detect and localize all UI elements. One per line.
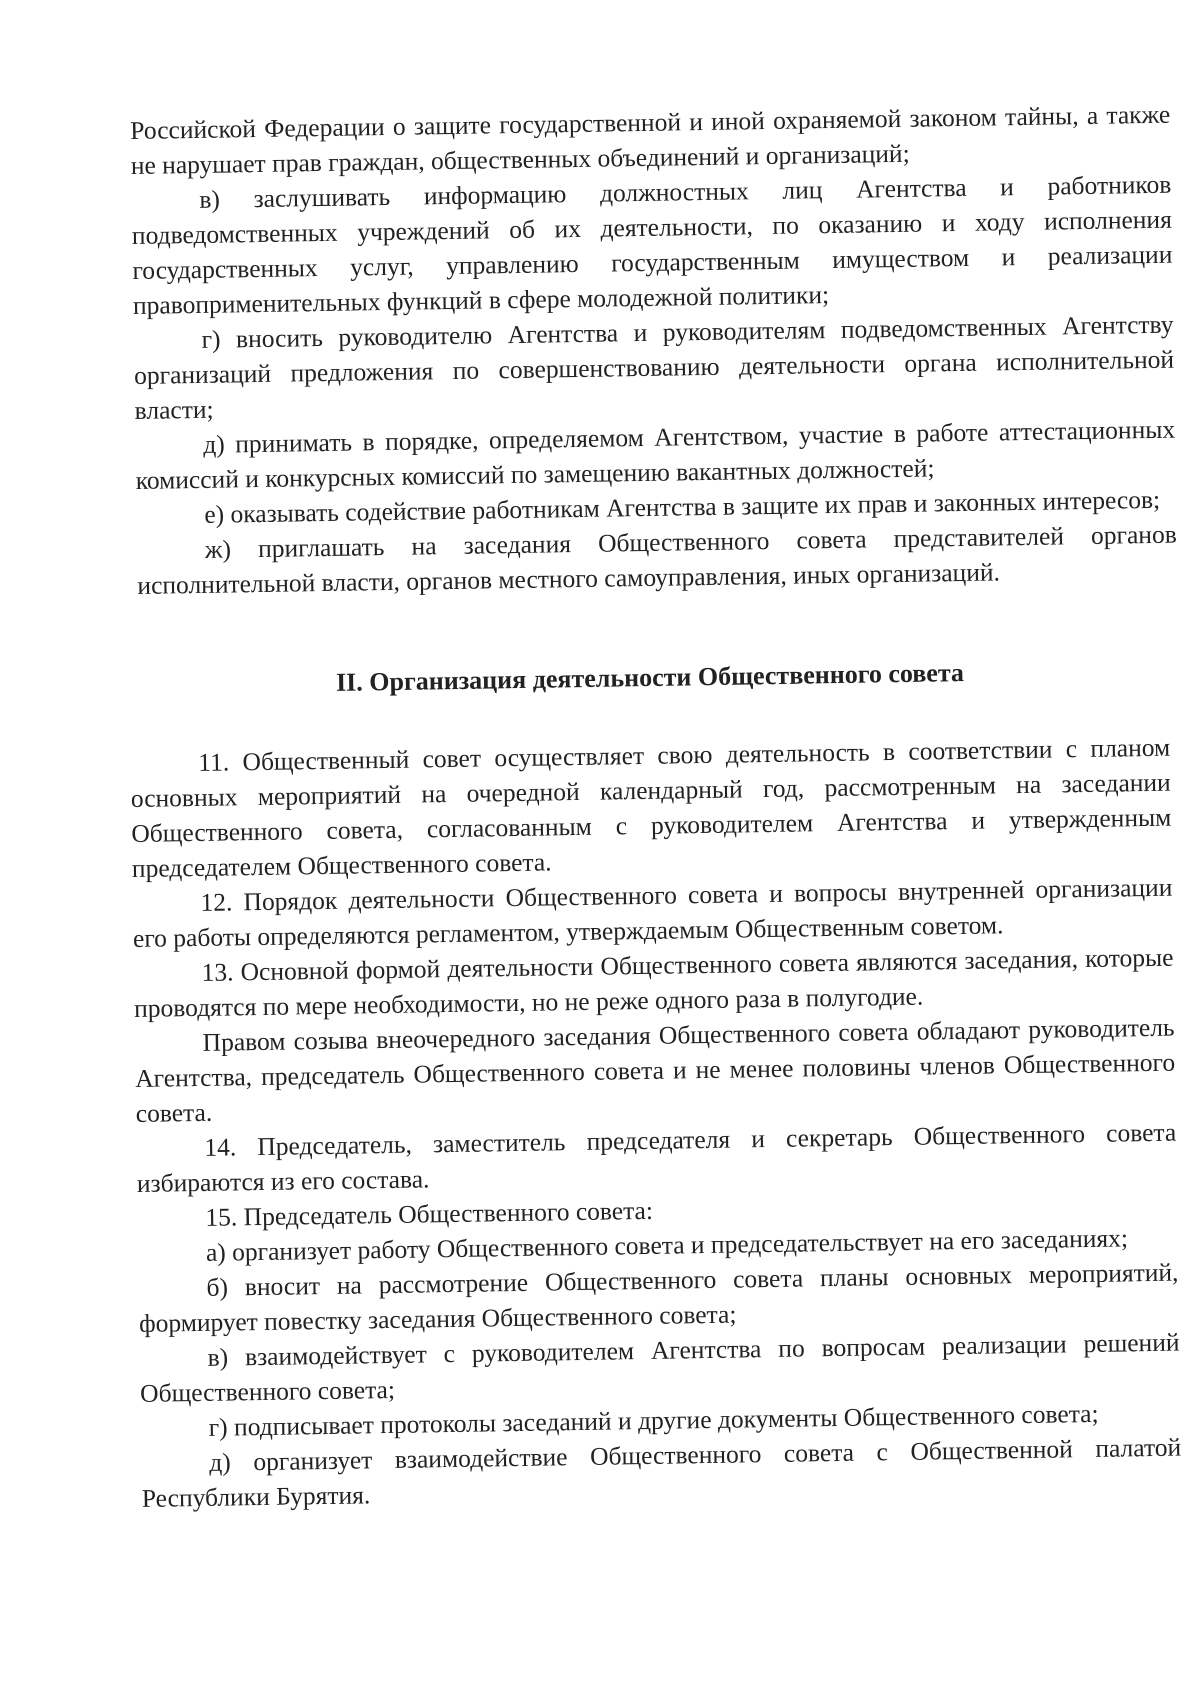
- paragraph-12: 12. Порядок деятельности Общественного совета и вопросы внутренней организации его работы определяются регламентом, утверждаемым Общественным советом.: [132, 872, 1173, 953]
- section-text: [130, 730, 1182, 1516]
- list-item-zh: ж) приглашать на заседания Общественного совета представителей органов исполнительной власти, органов местного самоуправления, иных организаций.: [137, 519, 1177, 600]
- paragraph-11: 11. Общественный совет осуществляет свою деятельность в соответствии с планом основных мероприятий на очередной календарный год, рассмотренным на заседании Общественного совета, согласованным с руководителем Агентства и утвержденным председателем Общественного совета.: [130, 732, 1172, 883]
- paragraph-extraordinary-meeting: Правом созыва внеочередного заседания Общественного совета обладают руководитель Агентства, председатель Общественного совета и не менее половины членов Общественного совета.: [134, 1012, 1176, 1128]
- paragraph-continuation: Российской Федерации о защите государственной и иной охраняемой законом тайны, а также не нарушает прав граждан, общественных объединений и организаций;: [130, 99, 1171, 180]
- list-item-v: в) заслушивать информацию должностных лиц Агентства и работников подведомственных учреждений об их деятельности, по оказанию и ходу исполнения государственных услуг, управлению государственным имуществом и реализации правоприменительных функций в сфере молодежной политики;: [131, 169, 1173, 320]
- paragraph-13: 13. Основной формой деятельности Общественного совета являются заседания, которые проводятся по мере необходимости, но не реже одного раза в полугодие.: [133, 942, 1174, 1023]
- list-item-g2: г) подписывает протоколы заседаний и другие документы Общественного совета;: [208, 1398, 1099, 1442]
- list-item-b: б) вносит на рассмотрение Общественного совета планы основных мероприятий, формирует повестку заседания Общественного совета;: [138, 1257, 1179, 1338]
- list-item-d: д) принимать в порядке, определяемом Агентством, участие в работе аттестационных комиссий и конкурсных комиссий по замещению вакантных должностей;: [135, 414, 1176, 495]
- section-heading: II. Организация деятельности Общественного совета: [335, 658, 965, 697]
- paragraph-15: 15. Председатель Общественного совета:: [205, 1195, 654, 1232]
- list-item-v2: в) взаимодействует с руководителем Агентства по вопросам реализации решений Общественного совета;: [139, 1327, 1180, 1408]
- paragraph-14: 14. Председатель, заместитель председателя и секретарь Общественного совета избираются из его состава.: [136, 1117, 1177, 1198]
- list-item-g: г) вносить руководителю Агентства и руководителям подведомственных Агентству организаций предложения по совершенствованию деятельности органа исполнительной власти;: [133, 309, 1175, 425]
- list-item-d2: д) организует взаимодействие Общественного совета с Общественной палатой Республики Бурятия.: [141, 1432, 1182, 1513]
- list-item-a: а) организует работу Общественного совета и председательствует на его заседаниях;: [205, 1223, 1129, 1267]
- intro-text: [130, 97, 1178, 603]
- list-item-e: е) оказывать содействие работникам Агентства в защите их прав и законных интересов;: [204, 484, 1161, 529]
